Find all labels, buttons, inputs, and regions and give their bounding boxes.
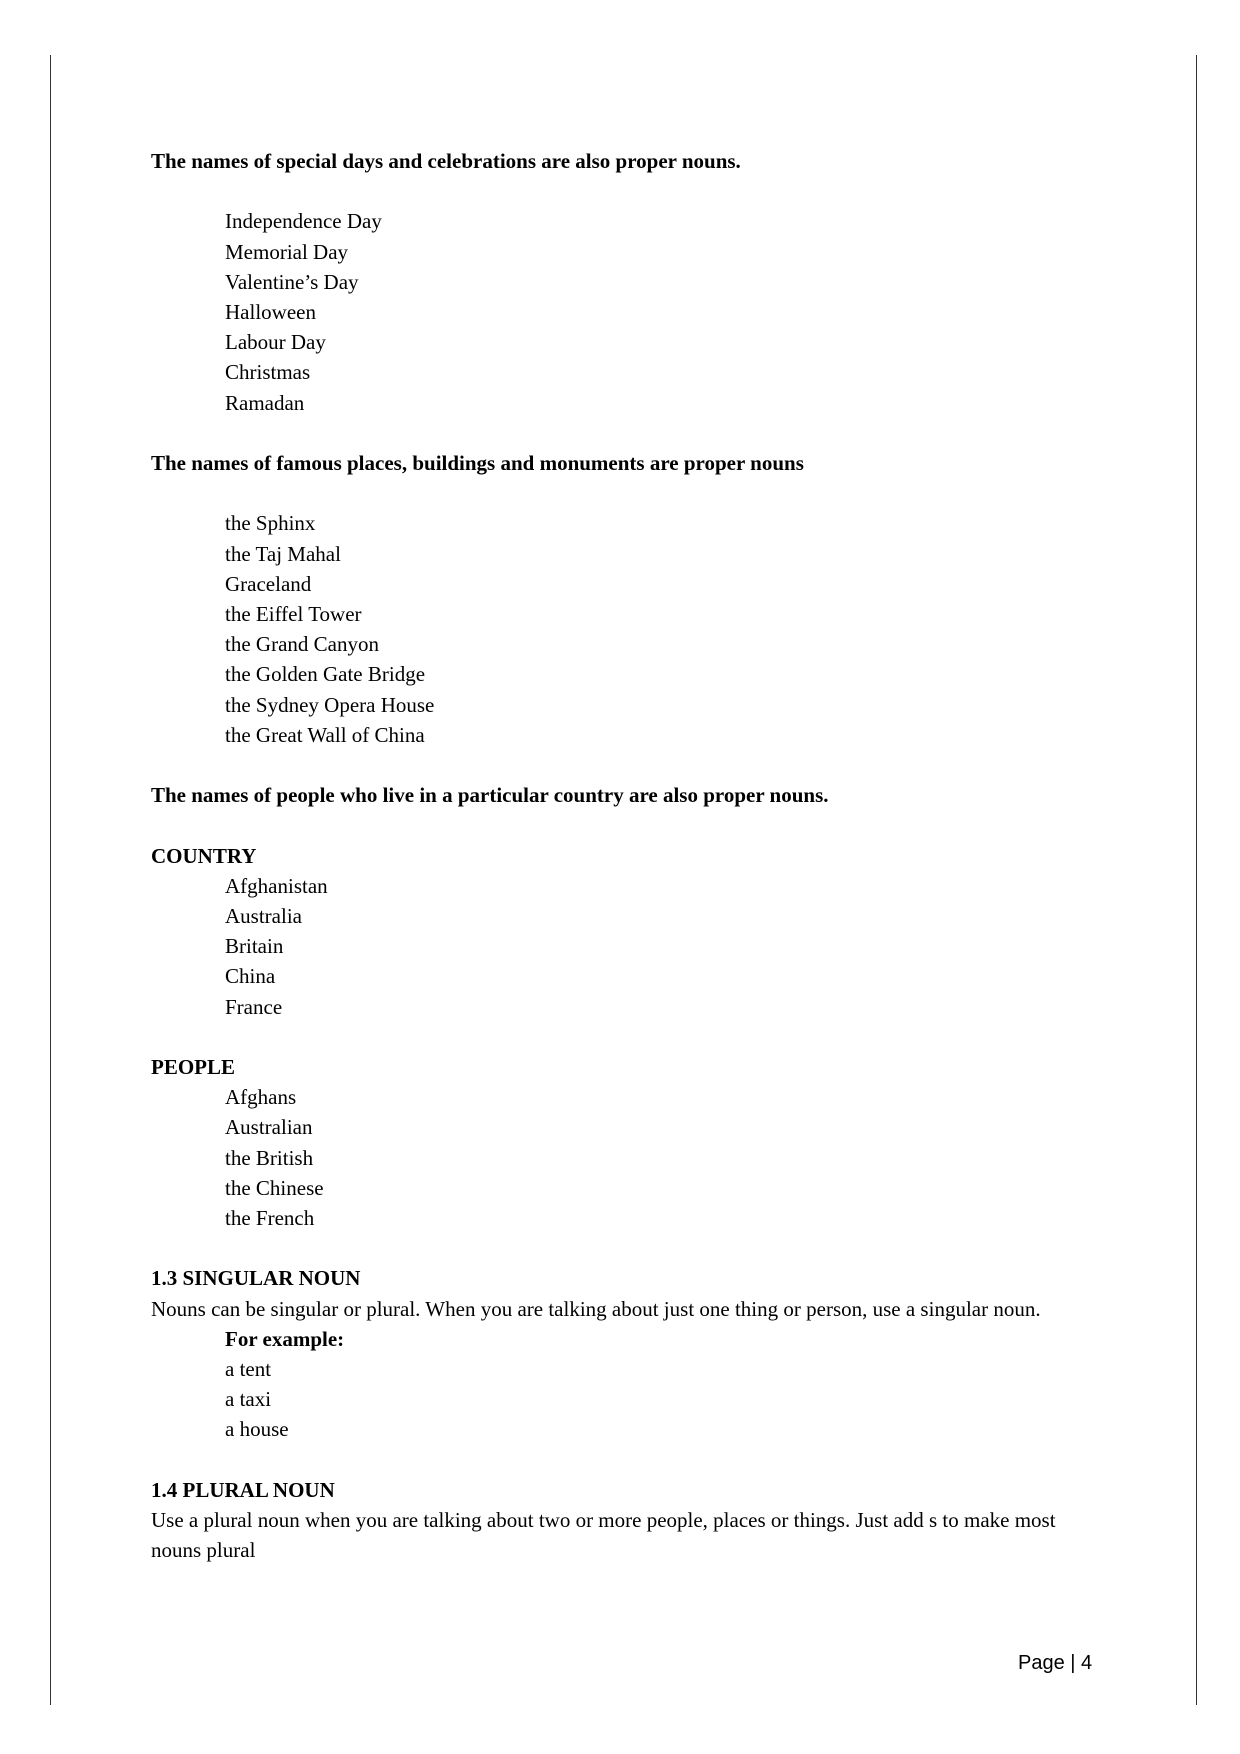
list-item: Britain <box>225 934 284 959</box>
country-list <box>151 871 1101 1022</box>
list-item: Labour Day <box>225 330 326 355</box>
list-item: the Taj Mahal <box>225 541 341 566</box>
list-item: the Eiffel Tower <box>225 602 362 626</box>
list-item: Australian <box>225 1115 313 1140</box>
list-item: China <box>225 964 276 989</box>
list-item: the British <box>225 1145 314 1170</box>
page-number: Page | 4 <box>1018 1652 1093 1674</box>
plural-noun-heading: 1.4 PLURAL NOUN <box>151 1477 335 1502</box>
list-item: Graceland <box>225 571 312 596</box>
list-item: Memorial Day <box>225 239 349 264</box>
list-item: the Great Wall of China <box>225 722 425 747</box>
list-item: the Grand Canyon <box>225 632 379 657</box>
plural-noun-text: Use a plural noun when you are talking about two or more people, places or things. Just add s to make most nouns plural <box>151 1508 1056 1563</box>
people-label: PEOPLE <box>151 1055 236 1079</box>
singular-noun-text: Nouns can be singular or plural. When you are talking about just one thing or person, use a singular noun. <box>151 1296 1041 1321</box>
famous-places-list <box>151 508 1101 750</box>
famous-places-heading: The names of famous places, buildings and monuments are proper nouns <box>151 451 804 475</box>
list-item: the Chinese <box>225 1175 324 1200</box>
people-list <box>151 1082 1101 1233</box>
list-item: the Sydney Opera House <box>225 692 435 717</box>
special-days-list <box>151 206 1101 417</box>
list-item: the Sphinx <box>225 511 316 536</box>
nationalities-heading: The names of people who live in a particular country are also proper nouns. <box>151 783 829 808</box>
list-item: France <box>225 994 283 1019</box>
page-border-right <box>1196 55 1197 1705</box>
page-border-left <box>50 55 51 1705</box>
list-item: Christmas <box>225 360 311 385</box>
list-item: Halloween <box>225 300 316 324</box>
list-item: the Golden Gate Bridge <box>225 662 426 687</box>
example-label: For example: <box>225 1326 345 1351</box>
list-item: a taxi <box>225 1387 272 1412</box>
list-item: Valentine’s Day <box>225 269 359 294</box>
document-body <box>151 146 1101 1565</box>
singular-examples-list <box>151 1324 1101 1445</box>
special-days-heading: The names of special days and celebrations are also proper nouns. <box>151 149 741 173</box>
list-item: Afghans <box>225 1085 297 1110</box>
list-item: a tent <box>225 1357 272 1382</box>
country-label: COUNTRY <box>151 843 257 868</box>
list-item: the French <box>225 1206 315 1231</box>
list-item: Independence Day <box>225 209 382 234</box>
list-item: Ramadan <box>225 390 305 415</box>
list-item: a house <box>225 1417 289 1442</box>
singular-noun-heading: 1.3 SINGULAR NOUN <box>151 1266 361 1291</box>
list-item: Australia <box>225 904 302 928</box>
list-item: Afghanistan <box>225 873 328 898</box>
